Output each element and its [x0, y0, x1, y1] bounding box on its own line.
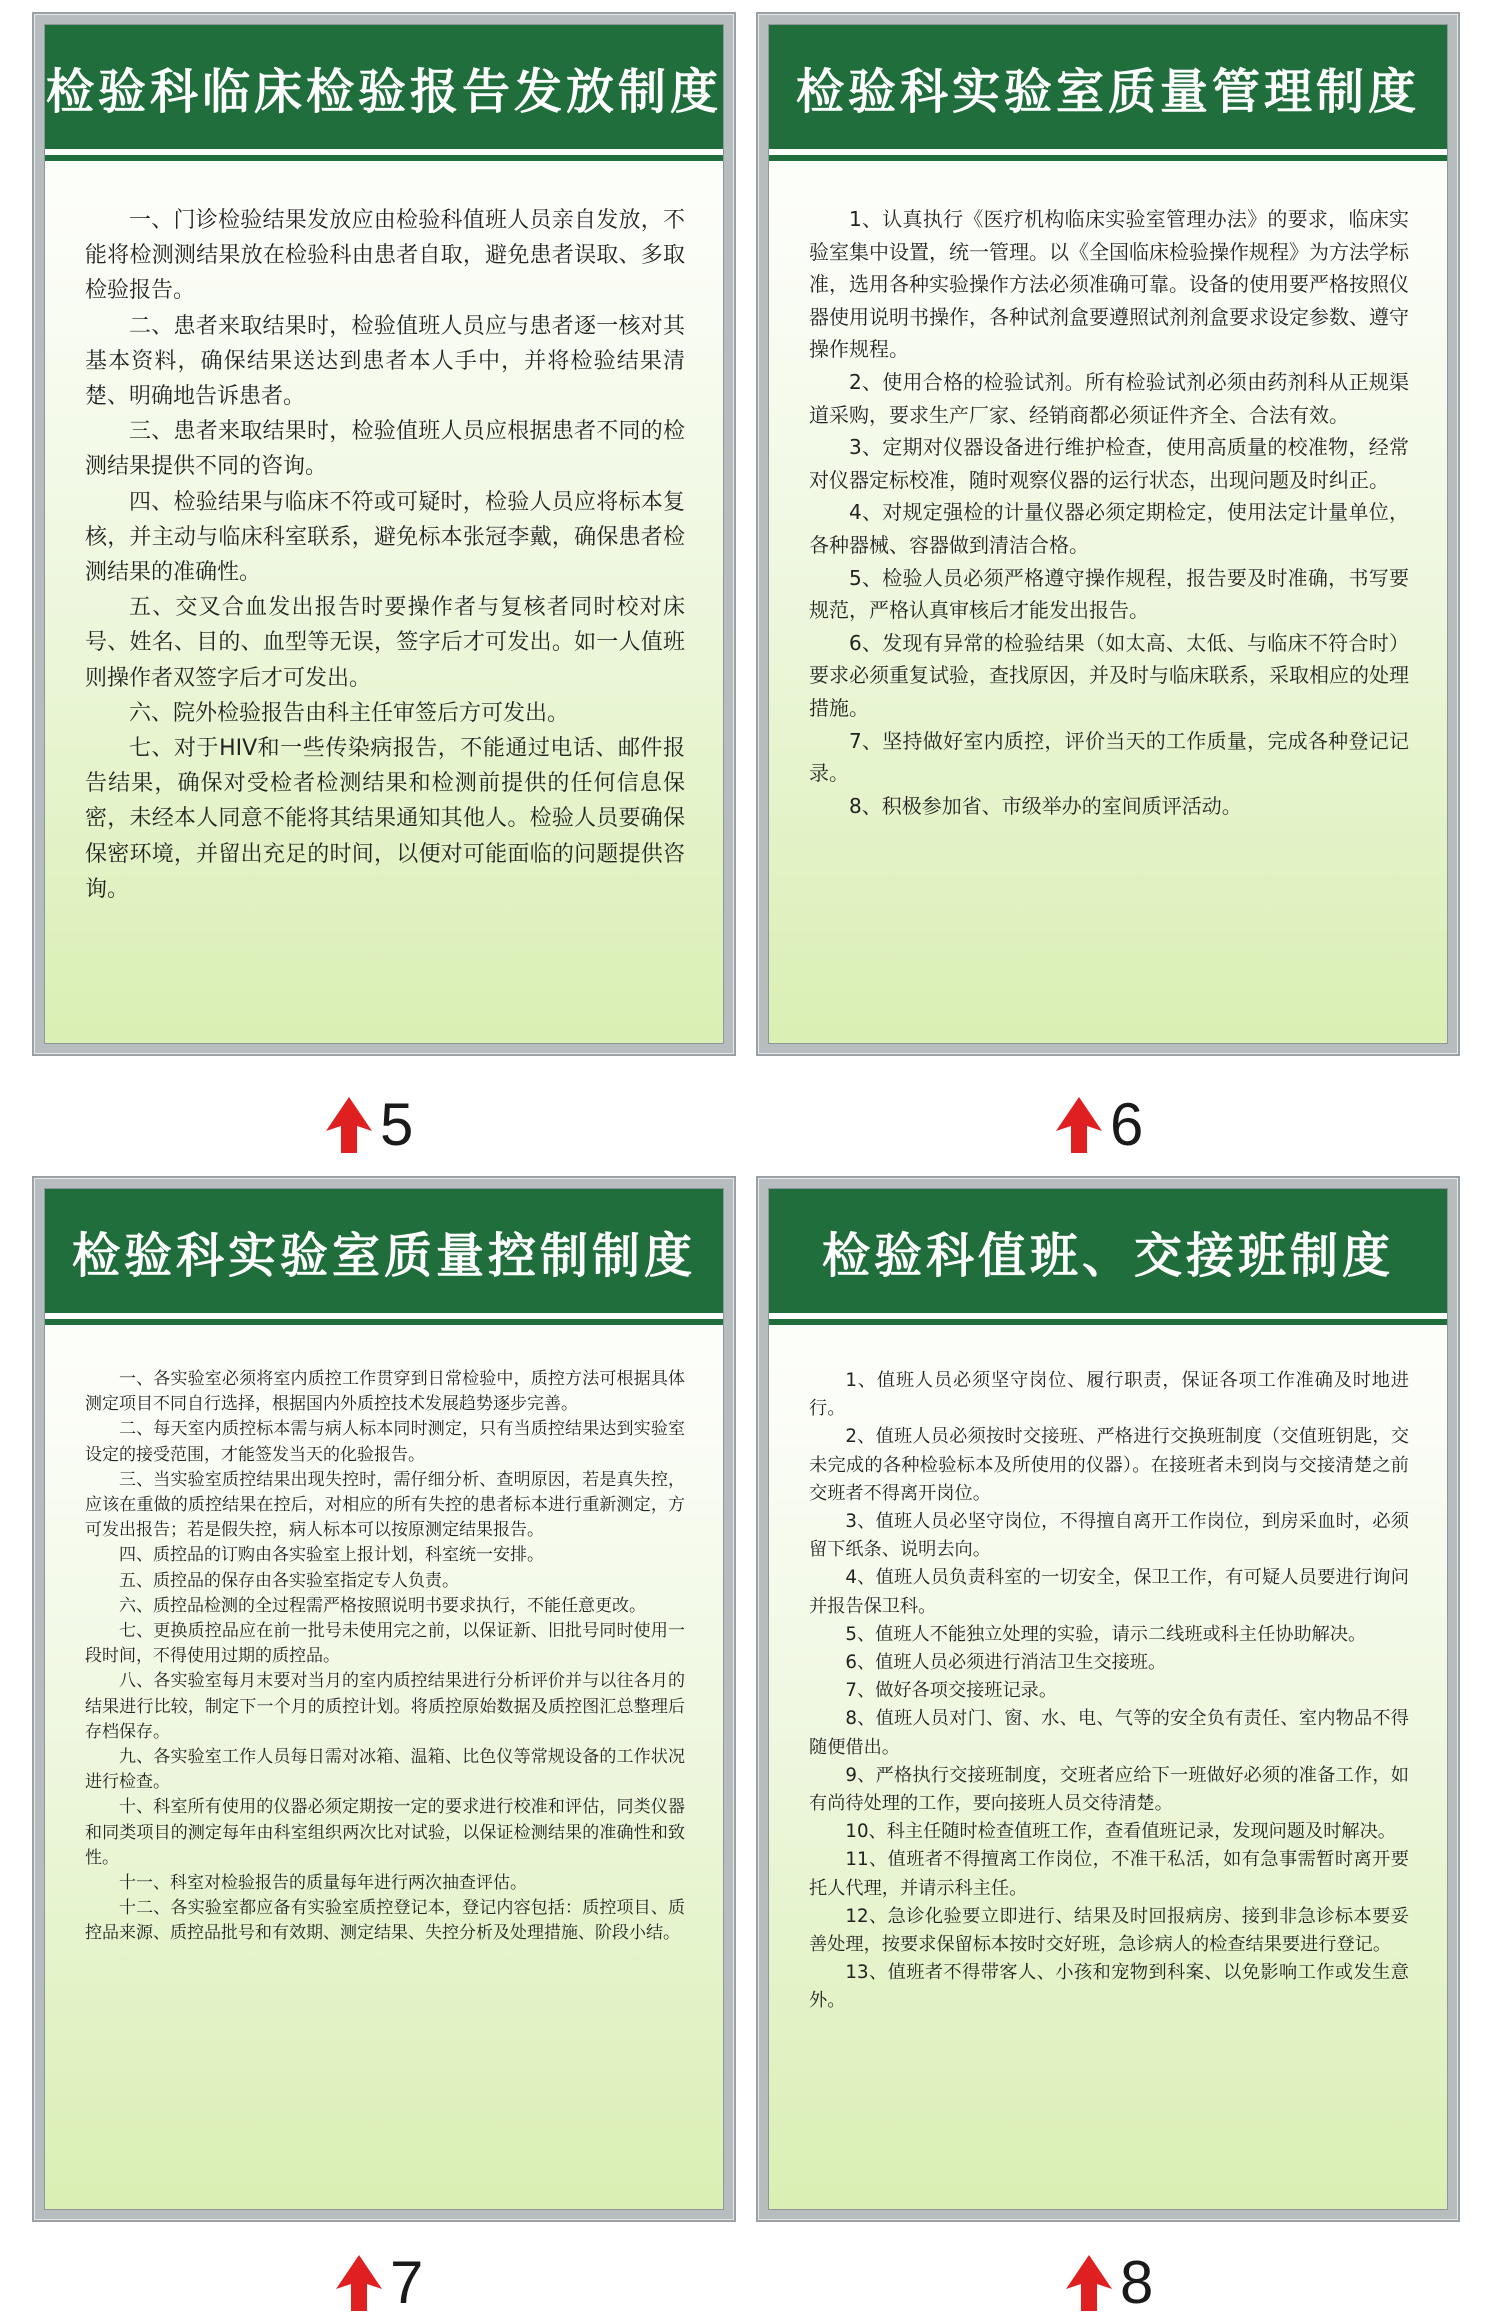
rule-paragraph: 3、定期对仪器设备进行维护检查，使用高质量的校准物，经常对仪器定标校准，随时观察仪器的运行状态，出现问题及时纠正。: [809, 435, 1409, 492]
board-inner: [768, 24, 1448, 1044]
board-panel-6: [756, 12, 1460, 1056]
board-inner: [768, 1188, 1448, 2210]
board-inner: [44, 24, 724, 1044]
rule-paragraph: 6、发现有异常的检验结果（如太高、太低、与临床不符合时）要求必须重复试验，查找原因，并及时与临床联系，采取相应的处理措施。: [809, 630, 1409, 720]
rule-paragraph: 3、值班人员必坚守岗位，不得擅自离开工作岗位，到房采血时，必须留下纸条、说明去向。: [809, 1511, 1409, 1561]
board-panel-7: [32, 1176, 736, 2222]
rule-paragraph: 六、质控品检测的全过程需严格按照说明书要求执行，不能任意更改。: [119, 1595, 646, 1616]
rule-paragraph: 二、每天室内质控标本需与病人标本同时测定，只有当质控结果达到实验室设定的接受范围，才能签发当天的化验报告。: [85, 1419, 685, 1465]
board-body: [45, 175, 723, 1043]
board-number-label-5: [326, 1090, 413, 1160]
rule-paragraph: 七、更换质控品应在前一批号未使用完之前，以保证新、旧批号同时使用一段时间，不得使用过期的质控品。: [85, 1621, 685, 1667]
board-panel-8: [756, 1176, 1460, 2222]
board-header: [769, 1189, 1447, 1319]
red-up-arrow-icon: [1066, 2255, 1112, 2311]
board-number-label-6: [1056, 1090, 1143, 1160]
rule-paragraph: 6、值班人员必须进行消洁卫生交接班。: [845, 1652, 1167, 1674]
rule-paragraph: 二、患者来取结果时，检验值班人员应与患者逐一核对其基本资料，确保结果送达到患者本人手中，并将检验结果清楚、明确地告诉患者。: [85, 313, 685, 410]
rule-paragraph: 2、使用合格的检验试剂。所有检验试剂必须由药剂科从正规渠道采购，要求生产厂家、经销商都必须证件齐全、合法有效。: [809, 369, 1409, 427]
board-header: [769, 25, 1447, 155]
board-number: 8: [1120, 2249, 1154, 2316]
board-number: 7: [390, 2249, 424, 2316]
board-body: [45, 1339, 723, 2209]
red-up-arrow-icon: [326, 1097, 372, 1153]
rule-paragraph: 一、各实验室必须将室内质控工作贯穿到日常检验中，质控方法可根据具体测定项目不同自行选择，根据国内外质控技术发展趋势逐步完善。: [85, 1369, 685, 1415]
rule-paragraph: 10、科主任随时检查值班工作，查看值班记录，发现问题及时解决。: [845, 1821, 1396, 1843]
rule-paragraph: 十一、科室对检验报告的质量每年进行两次抽查评估。: [119, 1873, 527, 1894]
rule-paragraph: 4、对规定强检的计量仪器必须定期检定，使用法定计量单位，各种器械、容器做到清洁合格。: [809, 500, 1409, 557]
board-title: 检验科实验室质量管理制度: [795, 63, 1420, 120]
rule-paragraph: 一、门诊检验结果发放应由检验科值班人员亲自发放，不能将检测测结果放在检验科由患者自取，避免患者误取、多取检验报告。: [85, 208, 685, 304]
rule-paragraph: 八、各实验室每月末要对当月的室内质控结果进行分析评价并与以往各月的结果进行比较，制定下一个月的质控计划。将质控原始数据及质控图汇总整理后存档保存。: [85, 1671, 685, 1742]
board-title: 检验科值班、交接班制度: [821, 1227, 1394, 1284]
rule-paragraph: 12、急诊化验要立即进行、结果及时回报病房、接到非急诊标本要妥善处理，按要求保留标本按时交好班，急诊病人的检查结果要进行登记。: [809, 1905, 1409, 1956]
board-number-label-8: [1066, 2248, 1153, 2318]
rule-paragraph: 9、严格执行交接班制度，交班者应给下一班做好必须的准备工作，如有尚待处理的工作，要向接班人员交待清楚。: [809, 1764, 1409, 1815]
board-body: [769, 1339, 1447, 2209]
rule-paragraph: 11、值班者不得擅离工作岗位，不准干私活，如有急事需暂时离开要托人代理，并请示科主任。: [809, 1849, 1409, 1899]
rule-paragraph: 四、检验结果与临床不符或可疑时，检验人员应将标本复核，并主动与临床科室联系，避免标本张冠李戴，确保患者检测结果的准确性。: [85, 489, 685, 586]
board-title: 检验科实验室质量控制制度: [71, 1227, 696, 1284]
rule-paragraph: 三、当实验室质控结果出现失控时，需仔细分析、查明原因，若是真失控，应该在重做的质控结果在控后，对相应的所有失控的患者标本进行重新测定，方可发出报告；若是假失控，病人标本可以按原测定结果报告。: [85, 1469, 685, 1541]
rule-paragraph: 四、质控品的订购由各实验室上报计划，科室统一安排。: [119, 1545, 544, 1566]
rule-paragraph: 九、各实验室工作人员每日需对冰箱、温箱、比色仪等常规设备的工作状况进行检查。: [85, 1747, 685, 1793]
rule-paragraph: 1、值班人员必须坚守岗位、履行职责，保证各项工作准确及时地进行。: [809, 1370, 1409, 1420]
rule-paragraph: 8、值班人员对门、窗、水、电、气等的安全负有责任、室内物品不得随便借出。: [809, 1708, 1409, 1758]
rule-paragraph: 2、值班人员必须按时交接班、严格进行交换班制度（交值班钥匙，交未完成的各种检验标本及所使用的仪器）。在接班者未到岗与交接清楚之前交班者不得离开岗位。: [809, 1426, 1409, 1504]
rule-paragraph: 5、值班人不能独立处理的实验，请示二线班或科主任协助解决。: [845, 1623, 1367, 1645]
board-body: [769, 175, 1447, 1043]
red-up-arrow-icon: [1056, 1097, 1102, 1153]
rule-paragraph: 十、科室所有使用的仪器必须定期按一定的要求进行校准和评估，同类仪器和同类项目的测定每年由科室组织两次比对试验，以保证检测结果的准确性和致性。: [85, 1797, 685, 1868]
rule-paragraph: 七、对于HIV和一些传染病报告，不能通过电话、邮件报告结果，确保对受检者检测结果和检测前提供的任何信息保密，未经本人同意不能将其结果通知其他人。检验人员要确保保密环境，并留出充足的时间，以便对可能面临的问题提供咨询。: [85, 736, 685, 902]
rule-paragraph: 8、积极参加省、市级举办的室间质评活动。: [849, 793, 1242, 818]
board-inner: [44, 1188, 724, 2210]
board-header: [45, 1189, 723, 1319]
board-header: [45, 25, 723, 155]
rule-paragraph: 五、交叉合血发出报告时要操作者与复核者同时校对床号、姓名、目的、血型等无误，签字后才可发出。如一人值班则操作者双签字后才可发出。: [85, 595, 685, 691]
rule-paragraph: 4、值班人员负责科室的一切安全，保卫工作，有可疑人员要进行询问并报告保卫科。: [809, 1567, 1409, 1617]
rule-paragraph: 7、做好各项交接班记录。: [845, 1680, 1058, 1702]
rule-paragraph: 五、质控品的保存由各实验室指定专人负责。: [119, 1570, 459, 1591]
board-panel-5: [32, 12, 736, 1056]
board-number-label-7: [336, 2248, 423, 2318]
rule-paragraph: 1、认真执行《医疗机构临床实验室管理办法》的要求，临床实验室集中设置，统一管理。以《全国临床检验操作规程》为方法学标准，选用各种实验操作方法必须准确可靠。设备的使用要严格按照仪器使用说明书操作，各种试剂盒要遵照试剂剂盒要求设定参数、遵守操作规程。: [809, 207, 1409, 362]
board-title: 检验科临床检验报告发放制度: [45, 63, 722, 120]
rule-paragraph: 5、检验人员必须严格遵守操作规程，报告要及时准确，书写要规范，严格认真审核后才能发出报告。: [809, 565, 1409, 623]
rule-paragraph: 13、值班者不得带客人、小孩和宠物到科案、以免影响工作或发生意外。: [809, 1962, 1409, 2012]
board-number: 6: [1110, 1091, 1144, 1158]
rule-paragraph: 十二、各实验室都应备有实验室质控登记本，登记内容包括：质控项目、质控品来源、质控品批号和有效期、测定结果、失控分析及处理措施、阶段小结。: [85, 1898, 685, 1944]
rule-paragraph: 7、坚持做好室内质控，评价当天的工作质量，完成各种登记记录。: [809, 728, 1409, 786]
rule-paragraph: 三、患者来取结果时，检验值班人员应根据患者不同的检测结果提供不同的咨询。: [85, 419, 685, 480]
rule-paragraph: 六、院外检验报告由科主任审签后方可发出。: [129, 700, 570, 726]
red-up-arrow-icon: [336, 2255, 382, 2311]
board-number: 5: [380, 1091, 414, 1158]
